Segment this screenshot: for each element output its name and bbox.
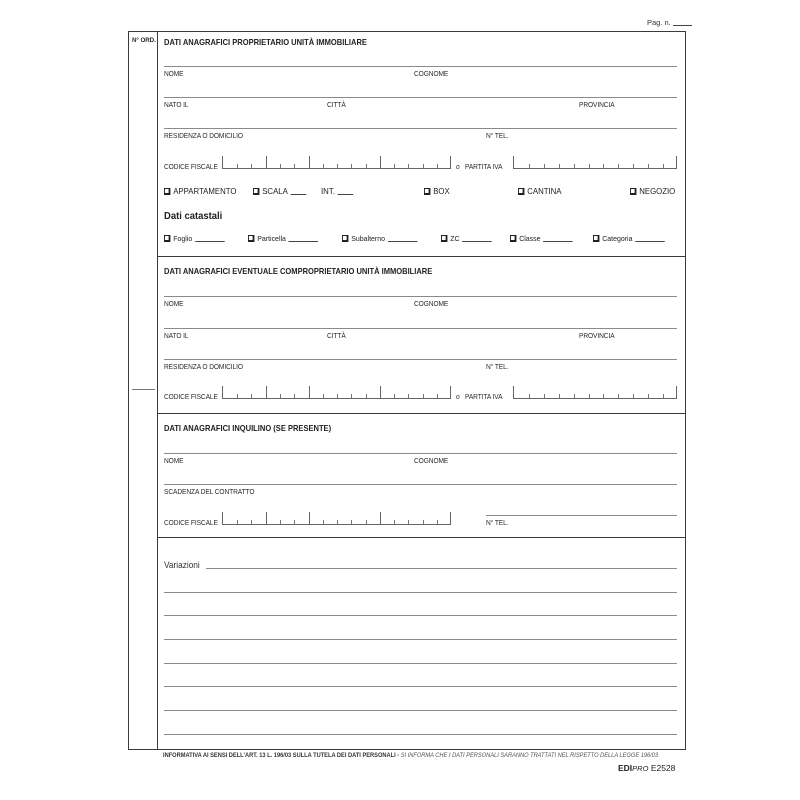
coowner-cf-input[interactable] [222, 386, 451, 399]
variazioni-line[interactable] [206, 568, 677, 569]
privacy-notice-italic: SI INFORMA CHE I DATI PERSONALI SARANNO TRATTATI NEL RISPETTO DELLA LEGGE 196/03 [400, 752, 659, 759]
coowner-piva-label: PARTITA IVA [465, 392, 503, 401]
page-number-label: Pag. n. [647, 18, 671, 27]
privacy-notice [163, 752, 658, 759]
owner-residence-line[interactable] [164, 128, 677, 129]
classe-blank[interactable] [543, 241, 572, 242]
variazioni-line[interactable] [164, 639, 677, 640]
variazioni-label: Variazioni [164, 560, 200, 570]
coowner-birth-line[interactable] [164, 328, 677, 329]
checkbox-icon [630, 188, 636, 195]
owner-citta-label: CITTÀ [327, 100, 346, 109]
catastali-title: Dati catastali [164, 210, 223, 222]
coowner-piva-input[interactable] [513, 386, 677, 399]
tenant-nome-label: NOME [164, 456, 184, 465]
section-divider [158, 413, 686, 414]
owner-birth-line[interactable] [164, 97, 677, 98]
brand-pro: PRO [632, 764, 649, 773]
checkbox-icon [518, 188, 524, 195]
cantina-checkbox[interactable]: CANTINA [518, 186, 562, 196]
coowner-nome-label: NOME [164, 299, 184, 308]
particella-blank[interactable] [289, 241, 318, 242]
page-number-field[interactable] [647, 18, 692, 27]
owner-piva-label: PARTITA IVA [465, 162, 503, 171]
section-divider [158, 537, 686, 538]
int-blank[interactable] [338, 194, 354, 195]
subalterno-blank[interactable] [388, 241, 417, 242]
tenant-name-line[interactable] [164, 453, 677, 454]
checkbox-icon [510, 235, 516, 242]
owner-cognome-label: COGNOME [414, 69, 449, 78]
foglio-checkbox[interactable]: Foglio [164, 234, 224, 243]
int-field[interactable]: INT. [321, 186, 353, 196]
coowner-name-line[interactable] [164, 296, 677, 297]
coowner-residenza-label: RESIDENZA O DOMICILIO [164, 362, 243, 371]
subalterno-checkbox[interactable]: Subalterno [342, 234, 417, 243]
scala-blank[interactable] [291, 194, 307, 195]
owner-provincia-label: PROVINCIA [579, 100, 615, 109]
checkbox-icon [441, 235, 447, 242]
checkbox-icon [248, 235, 254, 242]
coowner-provincia-label: PROVINCIA [579, 331, 615, 340]
classe-checkbox[interactable]: Classe [510, 234, 573, 243]
tenant-tel-label: N° TEL. [486, 518, 509, 527]
zc-blank[interactable] [462, 241, 491, 242]
owner-cf-input[interactable] [222, 156, 451, 169]
ord-header: N° ORD. [132, 37, 156, 44]
coowner-residence-line[interactable] [164, 359, 677, 360]
variazioni-line[interactable] [164, 615, 677, 616]
owner-section-title: DATI ANAGRAFICI PROPRIETARIO UNITÀ IMMOBILIARE [164, 37, 367, 47]
variazioni-line[interactable] [164, 663, 677, 664]
categoria-blank[interactable] [635, 241, 664, 242]
checkbox-icon [164, 235, 170, 242]
checkbox-icon [164, 188, 170, 195]
particella-checkbox[interactable]: Particella [248, 234, 318, 243]
ord-number-blank[interactable] [132, 389, 155, 390]
product-code: E2528 [650, 763, 676, 773]
checkbox-icon [593, 235, 599, 242]
zc-checkbox[interactable]: ZC [441, 234, 492, 243]
variazioni-line[interactable] [164, 592, 677, 593]
tenant-scadenza-label: SCADENZA DEL CONTRATTO [164, 487, 255, 496]
foglio-blank[interactable] [195, 241, 224, 242]
checkbox-icon [424, 188, 430, 195]
coowner-cognome-label: COGNOME [414, 299, 449, 308]
owner-or-label: o [456, 162, 460, 171]
coowner-or-label: o [456, 392, 460, 401]
tenant-contract-line[interactable] [164, 484, 677, 485]
owner-nato-il-label: NATO IL [164, 100, 189, 109]
variazioni-line[interactable] [164, 734, 677, 735]
box-checkbox[interactable]: BOX [424, 186, 450, 196]
appartamento-checkbox[interactable]: APPARTAMENTO [164, 186, 237, 196]
categoria-checkbox[interactable]: Categoria [593, 234, 665, 243]
checkbox-icon [342, 235, 348, 242]
scala-checkbox[interactable]: SCALA [253, 186, 306, 196]
section-divider [158, 256, 686, 257]
tenant-tel-line[interactable] [486, 515, 677, 516]
coowner-section-title: DATI ANAGRAFICI EVENTUALE COMPROPRIETARIO UNITÀ IMMOBILIARE [164, 266, 433, 276]
owner-nome-label: NOME [164, 69, 184, 78]
brand-mark [618, 763, 675, 773]
privacy-notice-bold: INFORMATIVA AI SENSI DELL'ART. 13 L. 196/03 SULLA TUTELA DEI DATI PERSONALI - [163, 752, 400, 759]
checkbox-icon [253, 188, 259, 195]
negozio-checkbox[interactable]: NEGOZIO [630, 186, 675, 196]
owner-cf-label: CODICE FISCALE [164, 162, 218, 171]
variazioni-line[interactable] [164, 710, 677, 711]
coowner-cf-label: CODICE FISCALE [164, 392, 218, 401]
ord-column [128, 31, 158, 750]
coowner-tel-label: N° TEL. [486, 362, 509, 371]
owner-residenza-label: RESIDENZA O DOMICILIO [164, 131, 243, 140]
coowner-nato-il-label: NATO IL [164, 331, 189, 340]
tenant-cf-label: CODICE FISCALE [164, 518, 218, 527]
page-number-blank[interactable] [673, 25, 692, 26]
brand-edi: EDI [618, 763, 633, 773]
tenant-section-title: DATI ANAGRAFICI INQUILINO (SE PRESENTE) [164, 423, 332, 433]
tenant-cognome-label: COGNOME [414, 456, 449, 465]
owner-piva-input[interactable] [513, 156, 677, 169]
owner-name-line[interactable] [164, 66, 677, 67]
owner-tel-label: N° TEL. [486, 131, 509, 140]
variazioni-line[interactable] [164, 686, 677, 687]
tenant-cf-input[interactable] [222, 512, 451, 525]
coowner-citta-label: CITTÀ [327, 331, 346, 340]
